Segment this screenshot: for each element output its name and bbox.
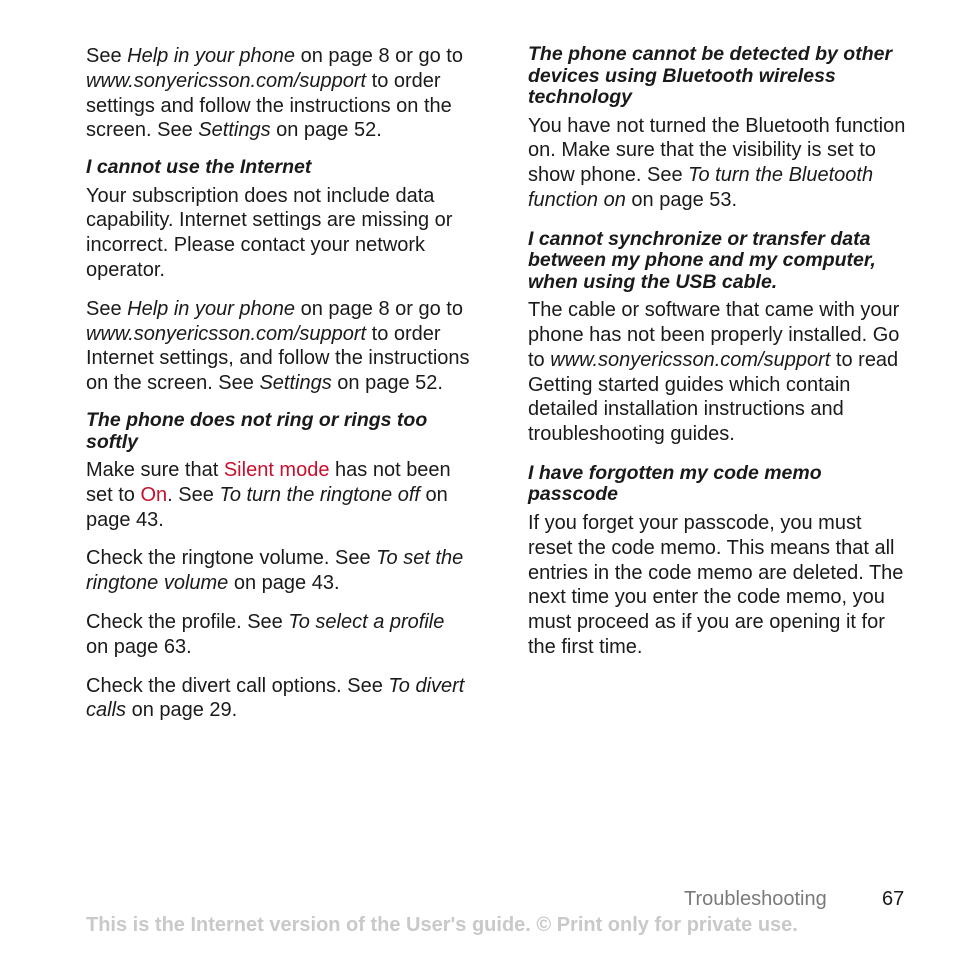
- paragraph-profile: Check the profile. See To select a profile on page 63.: [86, 611, 445, 658]
- heading-internet: I cannot use the Internet: [86, 156, 312, 179]
- paragraph-settings-help: See Help in your phone on page 8 or go to www.sonyericsson.com/support to order settings and follow the instructions on the screen. See Settings on page 52.: [86, 45, 463, 142]
- paragraph-ringtone-volume: Check the ringtone volume. See To set the ringtone volume on page 43.: [86, 547, 464, 595]
- paragraph-internet-cause: Your subscription does not include data capability. Internet settings are missing or incorrect. Please contact your network operator.: [86, 184, 453, 282]
- footer-disclaimer: This is the Internet version of the User's guide. © Print only for private use.: [86, 914, 798, 936]
- heading-ring: The phone does not ring or rings too softly: [86, 409, 428, 453]
- heading-code-memo: I have forgotten my code memo passcode: [528, 461, 822, 506]
- page-number: 67: [882, 888, 905, 910]
- paragraph-divert: Check the divert call options. See To divert calls on page 29.: [86, 674, 465, 722]
- paragraph-code-memo: If you forget your passcode, you must reset the code memo. This means that all entries in the code memo are deleted. The next time you enter the code memo, you must proceed as if you are opening it for the first time.: [528, 511, 904, 658]
- heading-bluetooth: The phone cannot be detected by other devices using Bluetooth wireless technology: [528, 43, 893, 108]
- paragraph-internet-settings: See Help in your phone on page 8 or go to www.sonyericsson.com/support to order Internet settings, and follow the instructions on the screen. See Settings on page 52.: [86, 297, 470, 395]
- paragraph-bluetooth: You have not turned the Bluetooth function on. Make sure that the visibility is set to show phone. See To turn the Bluetooth function on on page 53.: [528, 114, 906, 211]
- left-column: [86, 44, 471, 723]
- heading-usb: I cannot synchronize or transfer data between my phone and my computer, when using the USB cable.: [528, 227, 876, 293]
- footer-section-name: Troubleshooting: [684, 888, 827, 910]
- paragraph-usb: The cable or software that came with your phone has not been properly installed. Go to www.sonyericsson.com/support to read Getting started guides which contain detailed installation instructions and troubleshooting guides.: [528, 299, 900, 446]
- on-term: On: [140, 483, 168, 506]
- paragraph-silent-mode: Make sure that Silent mode has not been set to On. See To turn the ringtone off on page 43.: [86, 459, 451, 531]
- silent-mode-term: Silent mode: [223, 459, 330, 482]
- right-column: [528, 44, 908, 660]
